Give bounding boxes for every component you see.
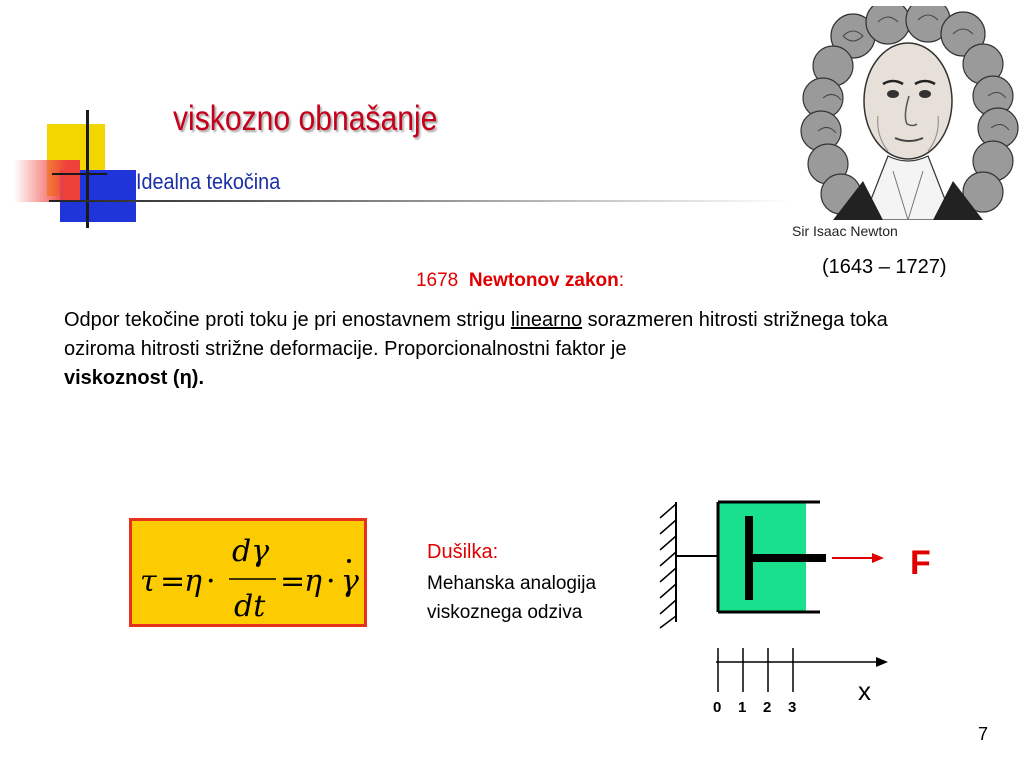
formula-gamma: γ bbox=[341, 564, 359, 599]
slide-subtitle: Idealna tekočina bbox=[136, 169, 281, 194]
formula-eta-1: η bbox=[184, 564, 202, 599]
paragraph-underlined: linearno bbox=[510, 309, 583, 331]
x-axis-label: x bbox=[858, 676, 871, 706]
damper-description-2: viskoznega odziva bbox=[427, 602, 583, 623]
formula-equals-2: = bbox=[280, 564, 306, 599]
formula-tau: τ bbox=[140, 564, 157, 599]
paragraph-bold: viskoznost (η). bbox=[64, 367, 205, 389]
gamma-dot-accent bbox=[347, 559, 351, 563]
formula bbox=[132, 521, 364, 624]
law-colon: : bbox=[618, 270, 625, 291]
page-number: 7 bbox=[978, 724, 989, 744]
law-year: 1678 bbox=[415, 270, 459, 291]
law-heading bbox=[0, 270, 1024, 292]
tick-label-3: 3 bbox=[788, 699, 797, 716]
portrait-caption: Sir Isaac Newton bbox=[792, 223, 898, 239]
damper-description-1: Mehanska analogija bbox=[427, 573, 597, 594]
formula-dot-2: · bbox=[326, 564, 336, 599]
paragraph-text-2: sorazmeren hitrosti strižnega toka oziroma hitrosti strižne deformacije. Proporcionalnostni faktor je bbox=[64, 309, 888, 360]
force-label: F bbox=[910, 544, 931, 582]
formula-equals-1: = bbox=[160, 564, 186, 599]
formula-numerator: dγ bbox=[232, 534, 270, 569]
decor-vertical-line bbox=[86, 110, 89, 228]
formula-eta-2: η bbox=[304, 564, 322, 599]
formula-denominator: dt bbox=[234, 589, 266, 624]
law-description bbox=[64, 306, 964, 393]
slide-title: viskozno obnašanje bbox=[173, 99, 438, 138]
law-name: Newtonov zakon bbox=[468, 270, 619, 291]
tick-label-0: 0 bbox=[713, 699, 722, 716]
wall-hatching bbox=[660, 504, 676, 628]
title-underline bbox=[49, 200, 794, 202]
decor-red-square bbox=[14, 160, 80, 202]
paragraph-text-1: Odpor tekočine proti toku je pri enostavnem strigu bbox=[64, 309, 511, 331]
damper-title: Dušilka: bbox=[427, 541, 499, 563]
x-axis-arrow bbox=[876, 657, 888, 667]
damper-diagram bbox=[640, 490, 970, 730]
formula-dot-1: · bbox=[206, 564, 216, 599]
force-arrow-head bbox=[872, 553, 884, 563]
tick-label-2: 2 bbox=[763, 699, 772, 716]
tick-label-1: 1 bbox=[738, 699, 747, 716]
newton-lifespan: (1643 – 1727) bbox=[822, 256, 947, 278]
formula-box bbox=[129, 518, 367, 627]
x-axis-ticks bbox=[718, 648, 793, 692]
newton-portrait bbox=[793, 6, 1023, 220]
decor-short-line bbox=[52, 173, 107, 175]
